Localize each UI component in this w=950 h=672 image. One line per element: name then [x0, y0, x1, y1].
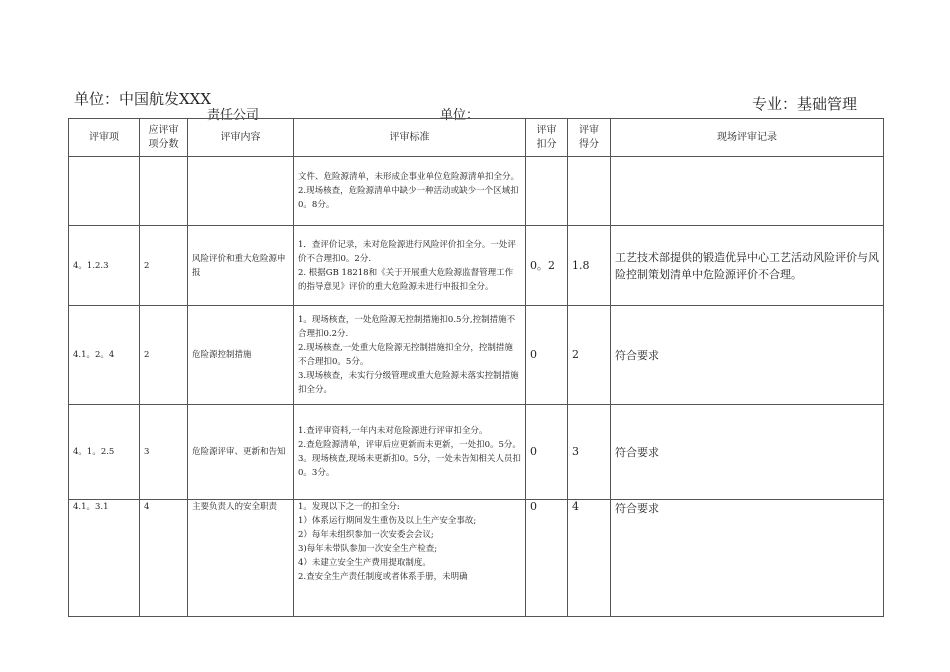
standard-line: 1）体系运行期间发生重伤及以上生产安全事故;	[298, 516, 477, 526]
cell-score: 2	[140, 226, 188, 306]
cell-standard	[294, 226, 526, 306]
cell-item: 4。1。2.5	[69, 405, 140, 500]
cell-record	[611, 157, 884, 226]
standard-line: 2.查危险源清单，评审后应更新而未更新，一处扣0。5分。	[298, 440, 521, 450]
unit-label: 单位：中国航发XXX	[74, 90, 212, 108]
cell-record: 工艺技术部提供的锻造优异中心工艺活动风险评价与风险控制策划清单中危险源评价不合理。	[611, 226, 884, 306]
table-row	[69, 157, 884, 226]
cell-record: 符合要求	[611, 405, 884, 500]
standard-line: 1。现场核查，一处危险源无控制措施扣0.5分,控制措施不合理扣0.2分.	[298, 315, 516, 339]
col-header-standard: 评审标准	[294, 119, 526, 157]
cell-content: 风险评价和重大危险源申报	[188, 226, 294, 306]
standard-line: 2. 根据GB 18218和《关于开展重大危险源监督管理工作的指导意见》评价的重大危险源未进行申报扣全分。	[298, 267, 514, 292]
col-header-deduct-line1: 评审	[536, 124, 557, 136]
col-header-got-line1: 评审	[579, 124, 599, 136]
table-row	[69, 306, 884, 405]
cell-standard	[294, 405, 526, 500]
cell-got	[568, 157, 611, 226]
review-table	[68, 118, 884, 617]
cell-got: 2	[568, 306, 611, 405]
cell-record: 符合要求	[611, 500, 884, 617]
cell-score: 3	[140, 405, 188, 500]
standard-line: 1．查评价记录，未对危险源进行风险评价扣全分。一处评价不合理扣0。2分.	[298, 239, 516, 264]
standard-line: 4）未建立安全生产费用提取制度。	[298, 558, 431, 568]
cell-score	[140, 157, 188, 226]
major-label: 专业：基础管理	[752, 95, 858, 113]
col-header-record: 现场评审记录	[611, 119, 884, 157]
cell-item	[69, 157, 140, 226]
table-row	[69, 405, 884, 500]
cell-record: 符合要求	[611, 306, 884, 405]
cell-item: 4。1.2.3	[69, 226, 140, 306]
cell-item: 4.1。2。4	[69, 306, 140, 405]
standard-line: 1。发现以下之一的扣全分:	[298, 502, 400, 512]
cell-content	[188, 157, 294, 226]
col-header-score	[140, 119, 188, 157]
col-header-content: 评审内容	[188, 119, 294, 157]
standard-line: 3)每年未带队参加一次安全生产检查;	[298, 544, 438, 554]
cell-score: 2	[140, 306, 188, 405]
table-row	[69, 226, 884, 306]
col-header-got	[568, 119, 611, 157]
col-header-score-line1: 应评审	[148, 124, 179, 136]
standard-line: 2.现场核查，危险源清单中缺少一种活动或缺少一个区域扣0。8分。	[298, 186, 519, 210]
cell-standard	[294, 306, 526, 405]
standard-line: 3.现场核查，未实行分级管理或重大危险源未落实控制措施扣全分。	[298, 371, 519, 395]
cell-got: 4	[568, 500, 611, 617]
table-row	[69, 500, 884, 617]
cell-deduct: 0	[526, 306, 568, 405]
col-header-deduct	[526, 119, 568, 157]
cell-standard	[294, 157, 526, 226]
cell-got: 3	[568, 405, 611, 500]
cell-deduct: 0。2	[526, 226, 568, 306]
cell-deduct: 0	[526, 500, 568, 617]
cell-content: 危险源评审、更新和告知	[188, 405, 294, 500]
cell-item: 4.1。3.1	[69, 500, 140, 617]
standard-line: 2.现场核查,一处重大危险源无控制措施扣全分，控制措施不合理扣0。5分。	[298, 343, 513, 367]
standard-line: 2.查安全生产责任制度或者体系手册，未明确	[298, 572, 468, 582]
cell-content: 危险源控制措施	[188, 306, 294, 405]
standard-line: 1.查评审资料,一年内未对危险源进行评审扣全分。	[298, 426, 488, 436]
cell-standard	[294, 500, 526, 617]
col-header-item: 评审项	[69, 119, 140, 157]
standard-line: 文件、危险源清单，未形成企事业单位危险源清单扣全分。	[298, 172, 520, 182]
cell-deduct	[526, 157, 568, 226]
cell-content: 主要负责人的安全职责	[188, 500, 294, 617]
unit-mid-label: 单位：	[440, 108, 480, 123]
col-header-got-line2: 得分	[579, 138, 599, 150]
cell-got: 1.8	[568, 226, 611, 306]
standard-line: 2）每年未组织参加一次安委会会议;	[298, 530, 434, 540]
table-header-row	[69, 119, 884, 157]
cell-deduct: 0	[526, 405, 568, 500]
standard-line: 3。现场核查,现场未更新扣0。5分，一处未告知相关人员扣0。3分。	[298, 454, 521, 478]
unit-sub-label: 责任公司	[207, 108, 260, 123]
cell-score: 4	[140, 500, 188, 617]
col-header-score-line2: 项分数	[148, 138, 179, 150]
col-header-deduct-line2: 扣分	[536, 138, 557, 150]
